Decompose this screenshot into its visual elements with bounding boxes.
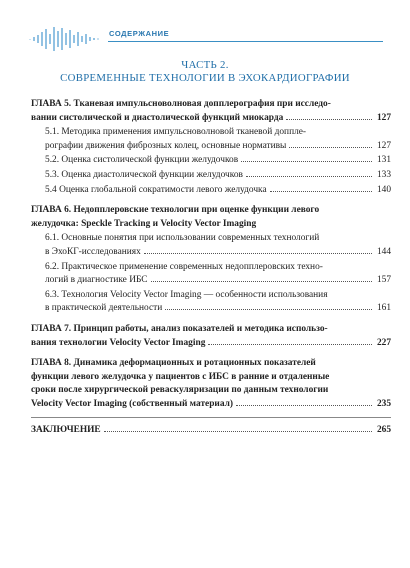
toc-entry-line: функции левого желудочка у пациентов с ИБС в ранние и отдаленные [31,371,330,382]
toc-entry-chapter-5[interactable] [31,98,391,125]
toc-page-number: 127 [376,112,391,123]
toc-entry-line: рографии движения фиброзных колец, основные нормативы [45,140,287,151]
soundwave-icon [28,26,104,52]
part-number: ЧАСТЬ 2. [181,59,229,71]
toc-entry-chapter-7[interactable] [31,323,391,350]
toc-entry-section-5-3[interactable] [31,169,391,183]
toc-entry-line: желудочка: Speckle Tracking и Velocity Vector Imaging [31,218,257,229]
toc-entry-line: ГЛАВА 6. Недопплеровские технологии при оценке функции левого [31,205,320,216]
toc-entry-line: ЗАКЛЮЧЕНИЕ [31,425,101,436]
dot-leader [236,405,372,406]
toc-entry-chapter-8[interactable] [31,357,391,411]
toc-entry-line: в практической деятельности [45,303,163,314]
toc-entry-line: 6.2. Практическое применение современных недопплеровских техно- [45,261,323,272]
toc-page-number: 161 [376,303,391,314]
toc-entry-section-5-1[interactable] [31,126,391,153]
toc-entry-line: 5.2. Оценка систолической функции желудочков [45,155,239,166]
toc-entry-line: 6.1. Основные понятия при использовании современных технологий [45,233,320,244]
toc-entry-section-6-1[interactable] [31,232,391,259]
dot-leader [270,191,372,192]
toc-entry-line: 6.3. Технология Velocity Vector Imaging — особенности использования [45,289,328,300]
toc-page-number: 157 [376,275,391,286]
dot-leader [104,431,372,432]
dot-leader [144,253,372,254]
dot-leader [289,147,372,148]
dot-leader [165,309,372,310]
toc-page-number: 133 [376,169,391,180]
toc-entry-line: логий в диагностике ИБС [45,275,148,286]
header-title: СОДЕРЖАНИЕ [109,29,170,38]
toc-entry-section-5-2[interactable] [31,154,391,168]
toc-entry-line: ГЛАВА 7. Принцип работы, анализ показателей и методика использо- [31,323,328,334]
toc-entry-line: ГЛАВА 8. Динамика деформационных и ротационных показателей [31,358,316,369]
toc-entry-line: сроки после хирургической реваскуляризации по данным технологии [31,385,329,396]
dot-leader [241,161,372,162]
toc-page-number: 265 [376,425,391,436]
toc-entry-line: вании систолической и диастолической функций миокарда [31,112,284,123]
toc-entry-line: Velocity Vector Imaging (собственный материал) [31,398,233,409]
header-rule [108,41,383,42]
toc-page-number: 140 [376,184,391,195]
toc-entry-chapter-6[interactable] [31,204,391,231]
page-header [0,0,410,60]
divider [31,417,391,418]
dot-leader [151,281,372,282]
toc-entry-section-5-4[interactable] [31,184,391,198]
part-title: СОВРЕМЕННЫЕ ТЕХНОЛОГИИ В ЭХОКАРДИОГРАФИИ [60,72,350,84]
toc-page-number: 235 [376,398,391,409]
toc-entry-section-6-2[interactable] [31,261,391,288]
dot-leader [246,176,372,177]
toc-page-number: 131 [376,155,391,166]
toc-page-number: 144 [376,246,391,257]
toc-entry-line: 5.4 Оценка глобальной сократимости левого желудочка [45,184,267,195]
dot-leader [208,344,372,345]
dot-leader [286,119,372,120]
toc-entry-line: вания технологии Velocity Vector Imaging [31,337,206,348]
toc-entry-line: ГЛАВА 5. Тканевая импульсноволновая допплерография при исследо- [31,99,331,109]
toc-entry-line: 5.3. Оценка диастолической функции желудочков [45,169,243,180]
toc-entry-line: в ЭхоКГ-исследованиях [45,246,141,257]
toc-page-number: 227 [376,337,391,348]
table-of-contents [31,96,391,438]
toc-entry-section-6-3[interactable] [31,289,391,316]
toc-entry-line: 5.1. Методика применения импульсноволновой тканевой доппле- [45,127,307,138]
toc-entry-conclusion[interactable] [31,424,391,438]
toc-page-number: 127 [376,140,391,151]
